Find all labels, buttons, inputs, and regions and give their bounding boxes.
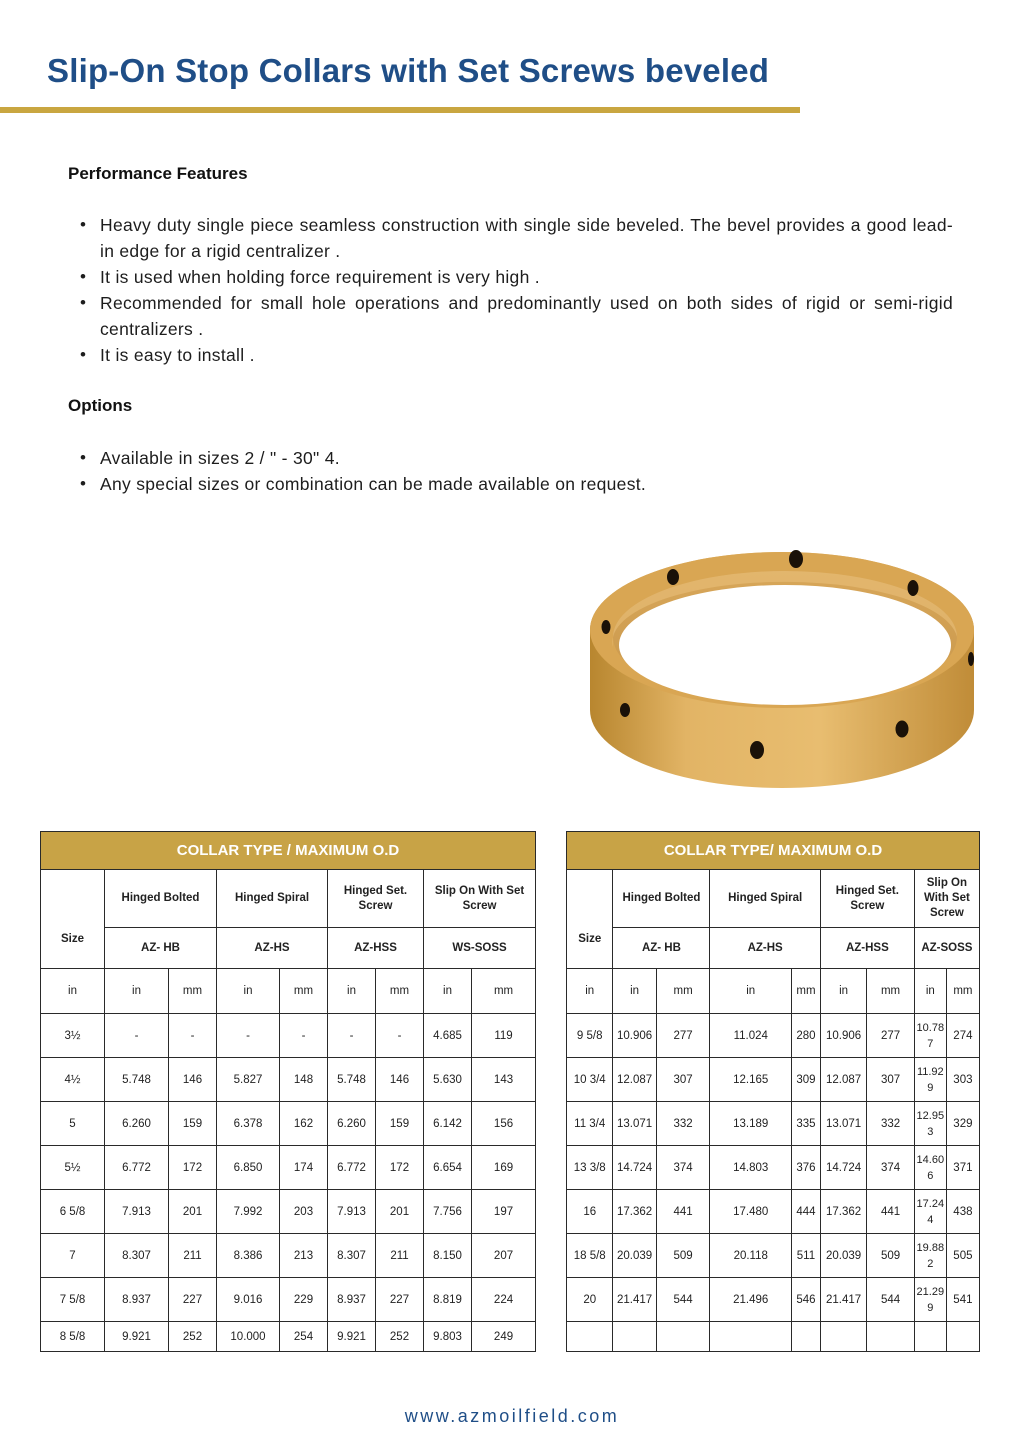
table-row (41, 1278, 536, 1322)
code-header: AZ-HS (217, 928, 328, 969)
unit-cell: in (567, 969, 613, 1014)
size-cell: 13 3/8 (567, 1146, 613, 1190)
performance-item: • It is easy to install . (73, 342, 953, 368)
value-cell: 8.937 (105, 1278, 169, 1322)
collar-table-right (566, 831, 980, 1352)
value-cell: 21.496 (710, 1278, 792, 1322)
value-cell: 213 (280, 1234, 328, 1278)
value-cell: 201 (169, 1190, 217, 1234)
type-header: Hinged Spiral (217, 870, 328, 928)
size-cell: 10 3/4 (567, 1058, 613, 1102)
table-row (567, 1190, 980, 1234)
performance-item: • It is used when holding force requirement is very high . (73, 264, 953, 290)
value-cell: 376 (792, 1146, 821, 1190)
value-cell: - (328, 1014, 376, 1058)
unit-cell: mm (376, 969, 424, 1014)
value-cell: 277 (867, 1014, 914, 1058)
value-cell: 374 (656, 1146, 710, 1190)
value-cell: 7.756 (424, 1190, 472, 1234)
value-cell: 12.087 (820, 1058, 866, 1102)
value-cell: 509 (656, 1234, 710, 1278)
value-cell: 227 (376, 1278, 424, 1322)
value-cell: 10.000 (217, 1322, 280, 1352)
value-cell: 8.150 (424, 1234, 472, 1278)
code-header: AZ-SOSS (914, 928, 979, 969)
value-cell: 10.787 (914, 1014, 946, 1058)
table-row (567, 1102, 980, 1146)
value-cell: 197 (472, 1190, 536, 1234)
unit-cell: mm (280, 969, 328, 1014)
value-cell: 7.913 (105, 1190, 169, 1234)
value-cell: 9.016 (217, 1278, 280, 1322)
value-cell: 169 (472, 1146, 536, 1190)
value-cell: 20.039 (613, 1234, 656, 1278)
size-cell: 18 5/8 (567, 1234, 613, 1278)
performance-item: • Recommended for small hole operations and predominantly used on both sides of rigid or semi-rigid centralizers . (73, 290, 953, 342)
value-cell: 544 (656, 1278, 710, 1322)
value-cell: 174 (280, 1146, 328, 1190)
code-header: AZ-HS (710, 928, 820, 969)
value-cell (613, 1322, 656, 1352)
size-cell: 5½ (41, 1146, 105, 1190)
value-cell: 21.417 (820, 1278, 866, 1322)
value-cell: 8.307 (105, 1234, 169, 1278)
value-cell: 229 (280, 1278, 328, 1322)
value-cell: 207 (472, 1234, 536, 1278)
value-cell: 6.772 (105, 1146, 169, 1190)
value-cell: 509 (867, 1234, 914, 1278)
size-cell: 16 (567, 1190, 613, 1234)
value-cell: 280 (792, 1014, 821, 1058)
value-cell (914, 1322, 946, 1352)
value-cell: 252 (376, 1322, 424, 1352)
value-cell: 441 (867, 1190, 914, 1234)
value-cell: 17.480 (710, 1190, 792, 1234)
value-cell: 20.118 (710, 1234, 792, 1278)
table-row (41, 1014, 536, 1058)
value-cell: 444 (792, 1190, 821, 1234)
size-cell: 6 5/8 (41, 1190, 105, 1234)
value-cell: 303 (946, 1058, 979, 1102)
value-cell: 7.992 (217, 1190, 280, 1234)
value-cell: 14.803 (710, 1146, 792, 1190)
value-cell: 143 (472, 1058, 536, 1102)
value-cell: 307 (656, 1058, 710, 1102)
table-row (41, 1102, 536, 1146)
value-cell: 20.039 (820, 1234, 866, 1278)
code-header: AZ- HB (613, 928, 710, 969)
value-cell: 159 (169, 1102, 217, 1146)
type-header: Hinged Bolted (613, 870, 710, 928)
size-cell: 7 (41, 1234, 105, 1278)
value-cell: 156 (472, 1102, 536, 1146)
type-header: Hinged Set. Screw (820, 870, 914, 928)
unit-cell: in (820, 969, 866, 1014)
value-cell: 8.386 (217, 1234, 280, 1278)
value-cell: 19.882 (914, 1234, 946, 1278)
table-row (41, 1234, 536, 1278)
value-cell: - (280, 1014, 328, 1058)
value-cell: 332 (867, 1102, 914, 1146)
value-cell: 11.929 (914, 1058, 946, 1102)
value-cell: 8.819 (424, 1278, 472, 1322)
table-row (567, 1014, 980, 1058)
unit-row (41, 969, 536, 1014)
value-cell: 309 (792, 1058, 821, 1102)
value-cell: 6.654 (424, 1146, 472, 1190)
value-cell: 12.165 (710, 1058, 792, 1102)
title-underline (0, 107, 800, 113)
unit-cell: mm (792, 969, 821, 1014)
size-cell: 5 (41, 1102, 105, 1146)
value-cell: 14.724 (820, 1146, 866, 1190)
value-cell: 10.906 (820, 1014, 866, 1058)
value-cell: 6.260 (328, 1102, 376, 1146)
unit-cell: in (914, 969, 946, 1014)
size-header: Size (567, 870, 613, 969)
value-cell: 21.299 (914, 1278, 946, 1322)
value-cell: 335 (792, 1102, 821, 1146)
value-cell: 17.362 (613, 1190, 656, 1234)
value-cell: 14.606 (914, 1146, 946, 1190)
value-cell: 374 (867, 1146, 914, 1190)
unit-cell: mm (656, 969, 710, 1014)
value-cell: 10.906 (613, 1014, 656, 1058)
value-cell: 201 (376, 1190, 424, 1234)
value-cell: 13.071 (820, 1102, 866, 1146)
size-cell: 11 3/4 (567, 1102, 613, 1146)
value-cell: 371 (946, 1146, 979, 1190)
value-cell: 277 (656, 1014, 710, 1058)
value-cell: 6.772 (328, 1146, 376, 1190)
value-cell: 172 (376, 1146, 424, 1190)
size-cell (567, 1322, 613, 1352)
value-cell: 13.071 (613, 1102, 656, 1146)
value-cell: 14.724 (613, 1146, 656, 1190)
value-cell: 17.362 (820, 1190, 866, 1234)
unit-cell: in (613, 969, 656, 1014)
value-cell: 8.307 (328, 1234, 376, 1278)
code-header: AZ-HSS (820, 928, 914, 969)
unit-cell: mm (867, 969, 914, 1014)
value-cell (710, 1322, 792, 1352)
options-item: • Any special sizes or combination can be made available on request. (73, 471, 953, 497)
unit-cell: in (424, 969, 472, 1014)
table-row (567, 1234, 980, 1278)
unit-cell: mm (472, 969, 536, 1014)
value-cell: 13.189 (710, 1102, 792, 1146)
value-cell: 227 (169, 1278, 217, 1322)
value-cell: 6.260 (105, 1102, 169, 1146)
unit-cell: mm (946, 969, 979, 1014)
value-cell: 254 (280, 1322, 328, 1352)
value-cell: 21.417 (613, 1278, 656, 1322)
value-cell: 172 (169, 1146, 217, 1190)
table-row (567, 1058, 980, 1102)
value-cell: 4.685 (424, 1014, 472, 1058)
performance-list (73, 212, 953, 368)
value-cell: 17.244 (914, 1190, 946, 1234)
type-header: Slip On With Set Screw (914, 870, 979, 928)
value-cell: 211 (376, 1234, 424, 1278)
value-cell: 8.937 (328, 1278, 376, 1322)
table-row (41, 1190, 536, 1234)
type-header: Slip On With Set Screw (424, 870, 536, 928)
value-cell (792, 1322, 821, 1352)
value-cell: 211 (169, 1234, 217, 1278)
value-cell: 541 (946, 1278, 979, 1322)
value-cell: 9.921 (105, 1322, 169, 1352)
value-cell: 9.803 (424, 1322, 472, 1352)
value-cell: 274 (946, 1014, 979, 1058)
value-cell: 252 (169, 1322, 217, 1352)
value-cell (867, 1322, 914, 1352)
value-cell: 12.087 (613, 1058, 656, 1102)
type-header: Hinged Spiral (710, 870, 820, 928)
value-cell: 5.827 (217, 1058, 280, 1102)
size-cell: 20 (567, 1278, 613, 1322)
value-cell: 146 (376, 1058, 424, 1102)
value-cell: 6.850 (217, 1146, 280, 1190)
value-cell: 544 (867, 1278, 914, 1322)
page-title: Slip-On Stop Collars with Set Screws beveled (47, 52, 770, 89)
unit-row (567, 969, 980, 1014)
unit-cell: mm (169, 969, 217, 1014)
value-cell: 329 (946, 1102, 979, 1146)
unit-cell: in (41, 969, 105, 1014)
value-cell: 5.748 (328, 1058, 376, 1102)
table-header: COLLAR TYPE / MAXIMUM O.D (41, 832, 536, 870)
code-header: AZ- HB (105, 928, 217, 969)
value-cell: 332 (656, 1102, 710, 1146)
value-cell (820, 1322, 866, 1352)
value-cell: 6.378 (217, 1102, 280, 1146)
size-cell: 3½ (41, 1014, 105, 1058)
table-row (567, 1278, 980, 1322)
value-cell: 511 (792, 1234, 821, 1278)
size-cell: 9 5/8 (567, 1014, 613, 1058)
value-cell: 159 (376, 1102, 424, 1146)
value-cell: 249 (472, 1322, 536, 1352)
type-header: Hinged Bolted (105, 870, 217, 928)
value-cell: 6.142 (424, 1102, 472, 1146)
collar-table-left (40, 831, 536, 1352)
unit-cell: in (217, 969, 280, 1014)
size-cell: 7 5/8 (41, 1278, 105, 1322)
table-row (41, 1322, 536, 1352)
value-cell (656, 1322, 710, 1352)
table-row (41, 1146, 536, 1190)
size-cell: 8 5/8 (41, 1322, 105, 1352)
value-cell: 203 (280, 1190, 328, 1234)
value-cell: - (105, 1014, 169, 1058)
value-cell: 5.630 (424, 1058, 472, 1102)
value-cell: 12.953 (914, 1102, 946, 1146)
value-cell (946, 1322, 979, 1352)
options-item: • Available in sizes 2 / " - 30" 4. (73, 445, 953, 471)
options-heading: Options (68, 396, 133, 415)
code-header: AZ-HSS (328, 928, 424, 969)
value-cell: 546 (792, 1278, 821, 1322)
value-cell: 148 (280, 1058, 328, 1102)
performance-heading: Performance Features (68, 164, 248, 183)
value-cell: - (217, 1014, 280, 1058)
value-cell: 5.748 (105, 1058, 169, 1102)
value-cell: 224 (472, 1278, 536, 1322)
stop-collar-image (582, 535, 982, 800)
value-cell: 307 (867, 1058, 914, 1102)
performance-item: • Heavy duty single piece seamless construction with single side beveled. The bevel provides a good lead-in edge for a rigid centralizer . (73, 212, 953, 264)
options-list (73, 445, 953, 497)
value-cell: 11.024 (710, 1014, 792, 1058)
value-cell: 119 (472, 1014, 536, 1058)
value-cell: 162 (280, 1102, 328, 1146)
table-row (567, 1322, 980, 1352)
size-cell: 4½ (41, 1058, 105, 1102)
table-row (567, 1146, 980, 1190)
unit-cell: in (328, 969, 376, 1014)
value-cell: 505 (946, 1234, 979, 1278)
value-cell: 9.921 (328, 1322, 376, 1352)
value-cell: 7.913 (328, 1190, 376, 1234)
size-header: Size (41, 870, 105, 969)
value-cell: 441 (656, 1190, 710, 1234)
website-footer: www.azmoilfield.com (404, 1406, 620, 1426)
table-row (41, 1058, 536, 1102)
code-header: WS-SOSS (424, 928, 536, 969)
value-cell: - (169, 1014, 217, 1058)
value-cell: 438 (946, 1190, 979, 1234)
unit-cell: in (710, 969, 792, 1014)
value-cell: 146 (169, 1058, 217, 1102)
type-header: Hinged Set. Screw (328, 870, 424, 928)
value-cell: - (376, 1014, 424, 1058)
unit-cell: in (105, 969, 169, 1014)
table-header: COLLAR TYPE/ MAXIMUM O.D (567, 832, 980, 870)
